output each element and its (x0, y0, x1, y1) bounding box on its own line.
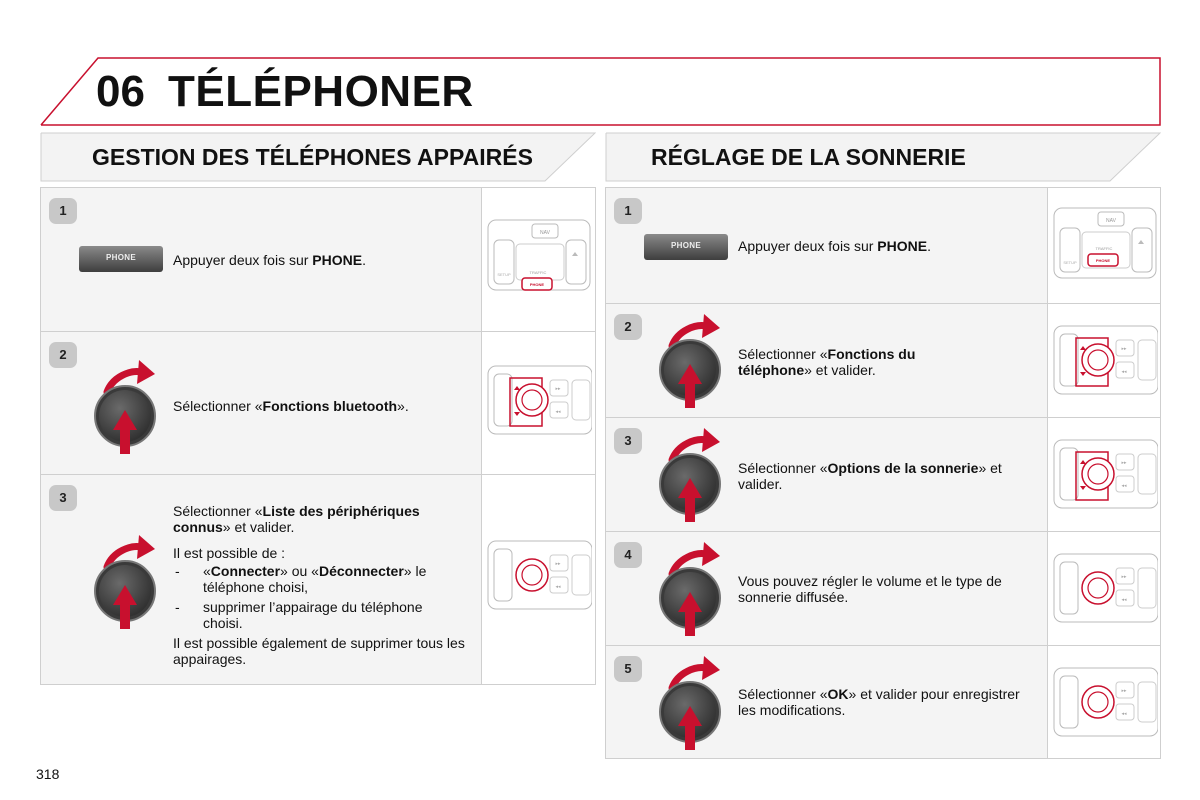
panel-thumbnail (1047, 304, 1160, 417)
svg-text:◂◂: ◂◂ (1121, 597, 1127, 603)
panel-thumbnail (1047, 646, 1160, 758)
step-text: Sélectionner «Options de la sonnerie» et valider. (738, 460, 1002, 492)
radio-panel-knob-image (1052, 424, 1158, 524)
svg-text:◂◂: ◂◂ (1121, 483, 1127, 489)
list-item: - supprimer l’appairage du téléphone choisi. (175, 599, 423, 631)
step-text: Appuyer deux fois sur PHONE. (173, 252, 366, 268)
chapter-number: 06 (96, 67, 145, 116)
step-badge: 3 (49, 485, 77, 511)
radio-panel-phone-image (1052, 194, 1158, 294)
panel-thumbnail (481, 332, 595, 474)
panel-thumbnail (481, 475, 595, 684)
left-section-header (40, 132, 596, 182)
page-number: 318 (36, 766, 60, 782)
phone-label: PHONE (529, 282, 545, 287)
setup-label: SETUP (497, 272, 511, 277)
step-text: Appuyer deux fois sur PHONE. (738, 238, 931, 254)
step-text: Sélectionner «Liste des périphériques connus» et valider. Il est possible de : - «Connecter» ou «Déconnecter» le téléphone choisi, - supprimer l’appairage du téléphone choisi. Il est possible également de supprimer tous les appairages. (173, 503, 465, 667)
svg-text:▸▸: ▸▸ (1121, 688, 1127, 694)
right-section-title: RÉGLAGE DE LA SONNERIE (651, 144, 966, 170)
radio-panel-knob-image (1052, 310, 1158, 410)
right-steps (605, 187, 1161, 759)
panel-thumbnail (1047, 418, 1160, 531)
right-step-5 (606, 645, 1160, 758)
left-step-2 (41, 331, 595, 474)
nav-label: NAV (1106, 218, 1116, 224)
panel-thumbnail (1047, 188, 1160, 303)
radio-panel-phone-image (486, 206, 592, 306)
step-text: Sélectionner «Fonctions bluetooth». (173, 398, 409, 414)
svg-text:◂◂: ◂◂ (1121, 711, 1127, 717)
svg-text:▸▸: ▸▸ (1121, 574, 1127, 580)
rotary-knob-icon (654, 312, 730, 408)
right-step-2 (606, 303, 1160, 417)
traffic-label: TRAFFIC (529, 270, 547, 275)
radio-panel-knob-image (486, 350, 592, 450)
step-text: Sélectionner «OK» et valider pour enregistrer les modifications. (738, 686, 1020, 718)
step-badge: 3 (614, 428, 642, 454)
rotary-knob-icon (89, 358, 165, 454)
traffic-label: TRAFFIC (1095, 246, 1113, 251)
left-step-3 (41, 474, 595, 684)
step-badge: 1 (614, 198, 642, 224)
rotary-knob-icon (89, 533, 165, 629)
rotary-knob-icon (654, 426, 730, 522)
nav-label: NAV (540, 230, 550, 236)
phone-label: PHONE (1095, 258, 1111, 263)
chapter-title: TÉLÉPHONER (168, 67, 474, 116)
step-badge: 4 (614, 542, 642, 568)
right-step-3 (606, 417, 1160, 531)
right-section-header (605, 132, 1161, 182)
radio-panel-knob-image (486, 525, 592, 625)
left-section-title: GESTION DES TÉLÉPHONES APPAIRÉS (92, 144, 533, 170)
svg-text:▸▸: ▸▸ (1121, 346, 1127, 352)
panel-thumbnail (1047, 532, 1160, 645)
right-step-1 (606, 188, 1160, 303)
radio-panel-knob-image (1052, 538, 1158, 638)
svg-text:◂◂: ◂◂ (555, 409, 561, 415)
phone-button: PHONE (79, 246, 163, 272)
left-steps (40, 187, 596, 685)
phone-button: PHONE (644, 234, 728, 260)
step-text: Vous pouvez régler le volume et le type de sonnerie diffusée. (738, 573, 1002, 605)
chapter-header (40, 57, 1161, 127)
list-item: - «Connecter» ou «Déconnecter» le téléphone choisi, (175, 563, 427, 595)
step-text: Sélectionner «Fonctions du téléphone» et valider. (738, 346, 916, 378)
radio-panel-knob-image (1052, 652, 1158, 752)
setup-label: SETUP (1063, 260, 1077, 265)
step-badge: 2 (614, 314, 642, 340)
svg-text:◂◂: ◂◂ (555, 584, 561, 590)
right-step-4 (606, 531, 1160, 645)
svg-text:▸▸: ▸▸ (555, 561, 561, 567)
step-badge: 2 (49, 342, 77, 368)
svg-text:▸▸: ▸▸ (1121, 460, 1127, 466)
rotary-knob-icon (654, 654, 730, 750)
rotary-knob-icon (654, 540, 730, 636)
step-badge: 5 (614, 656, 642, 682)
step-badge: 1 (49, 198, 77, 224)
svg-text:◂◂: ◂◂ (1121, 369, 1127, 375)
panel-thumbnail (481, 188, 595, 331)
left-step-1 (41, 188, 595, 331)
svg-text:▸▸: ▸▸ (555, 386, 561, 392)
